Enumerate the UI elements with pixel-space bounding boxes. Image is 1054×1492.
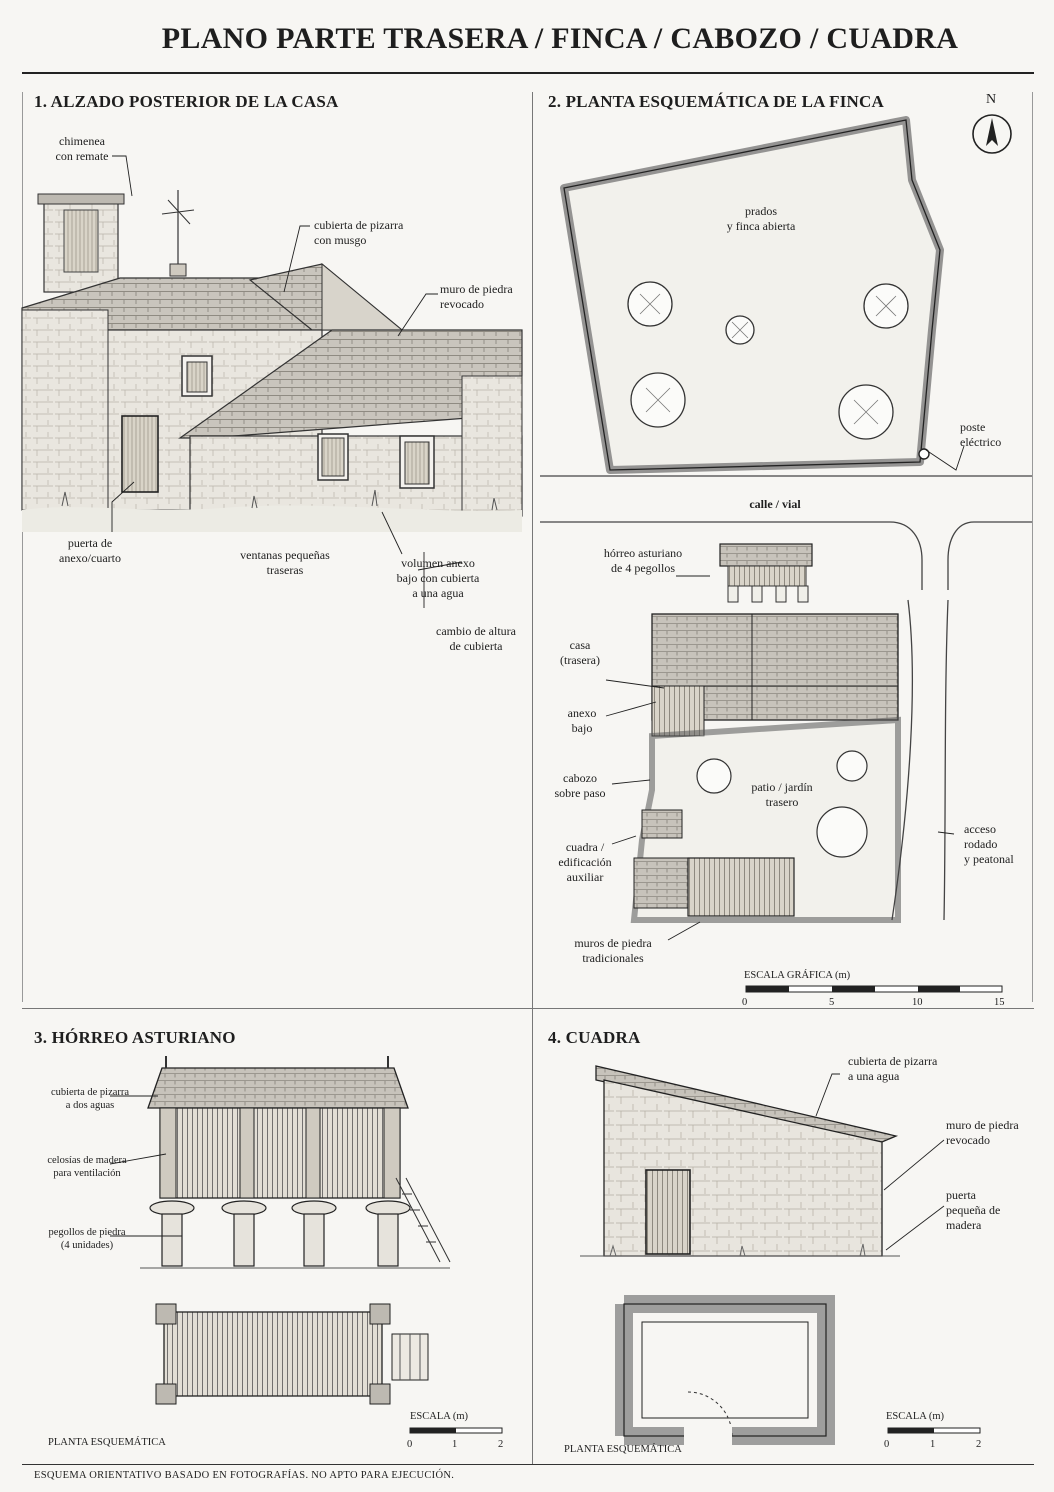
label-ventanas: ventanas pequeñas traseras [240,548,330,577]
scale-tick-15: 15 [994,997,1005,1008]
cuadra-plan-label: PLANTA ESQUEMÁTICA [564,1444,682,1455]
scale-tick-0: 0 [742,997,748,1008]
cuadra-scale-2: 2 [976,1439,982,1450]
label-poste: poste eléctrico [960,420,1002,449]
label-prados: prados y finca abierta [726,204,796,233]
panel4-heading: 4. CUADRA [548,1028,641,1047]
label-puerta-anexo: puerta de anexo/cuarto [59,536,121,565]
horreo-plan-label: PLANTA ESQUEMÁTICA [48,1437,166,1448]
vertical-divider [532,92,533,1464]
label-cuadra-puerta: puerta pequeña de madera [946,1188,1001,1232]
label-patio: patio / jardín trasero [751,780,813,809]
label-pegollos: pegollos de piedra (4 unidades) [48,1227,126,1251]
label-celosias: celosías de madera para ventilación [47,1155,127,1179]
label-cubierta-musgo: cubierta de pizarra con musgo [314,218,404,247]
label-muros: muros de piedra tradicionales [574,936,652,965]
footer-disclaimer: ESQUEMA ORIENTATIVO BASADO EN FOTOGRAFÍAS. NO APTO PARA EJECUCIÓN. [34,1470,455,1481]
scale-tick-5: 5 [829,997,835,1008]
label-casa: casa (trasera) [560,638,600,667]
scale-tick-10: 10 [912,997,923,1008]
panel4-leaders [536,1020,1036,1460]
label-acceso: acceso rodado y peatonal [964,822,1014,866]
footer-rule [22,1464,1034,1465]
label-cabozo: cabozo sobre paso [554,771,606,800]
scale-label-horreo: ESCALA (m) [410,1411,469,1422]
label-calle: calle / vial [749,497,801,511]
north-label: N [986,92,997,107]
scale-label-site: ESCALA GRÁFICA (m) [744,970,851,981]
label-muro-revocado: muro de piedra revocado [440,282,513,311]
panel1-heading: 1. ALZADO POSTERIOR DE LA CASA [34,92,339,111]
cuadra-scale-1: 1 [930,1439,936,1450]
page-title: PLANO PARTE TRASERA / FINCA / CABOZO / CUADRA [161,22,959,55]
scale-bar-cuadra [888,1428,988,1438]
horreo-scale-2: 2 [498,1439,504,1450]
label-cuadra-cubierta: cubierta de pizarra a una agua [848,1054,938,1083]
panel3-heading: 3. HÓRREO ASTURIANO [34,1028,236,1047]
site-plan-drawing [540,110,1032,590]
title-rule [22,72,1034,74]
horreo-scale-0: 0 [407,1439,413,1450]
horreo-scale-1: 1 [452,1439,458,1450]
label-anexo: anexo bajo [567,706,597,735]
scale-bar-horreo [410,1428,510,1438]
scale-bar-site [746,986,1006,998]
label-horreo-cubierta: cubierta de pizarra a dos aguas [50,1087,130,1111]
label-chimenea: chimenea con remate [55,134,109,163]
label-horreo-plan: hórreo asturiano de 4 pegollos [603,546,683,575]
label-volumen-anexo: volumen anexo bajo con cubierta a una agua [396,556,480,600]
label-cuadra-muro: muro de piedra revocado [946,1118,1019,1147]
cuadra-scale-0: 0 [884,1439,890,1450]
label-cambio-altura: cambio de altura de cubierta [436,624,516,653]
scale-label-cuadra: ESCALA (m) [886,1411,945,1422]
panel2-heading: 2. PLANTA ESQUEMÁTICA DE LA FINCA [548,92,884,111]
label-cuadra-plan: cuadra / edificación auxiliar [558,840,612,884]
